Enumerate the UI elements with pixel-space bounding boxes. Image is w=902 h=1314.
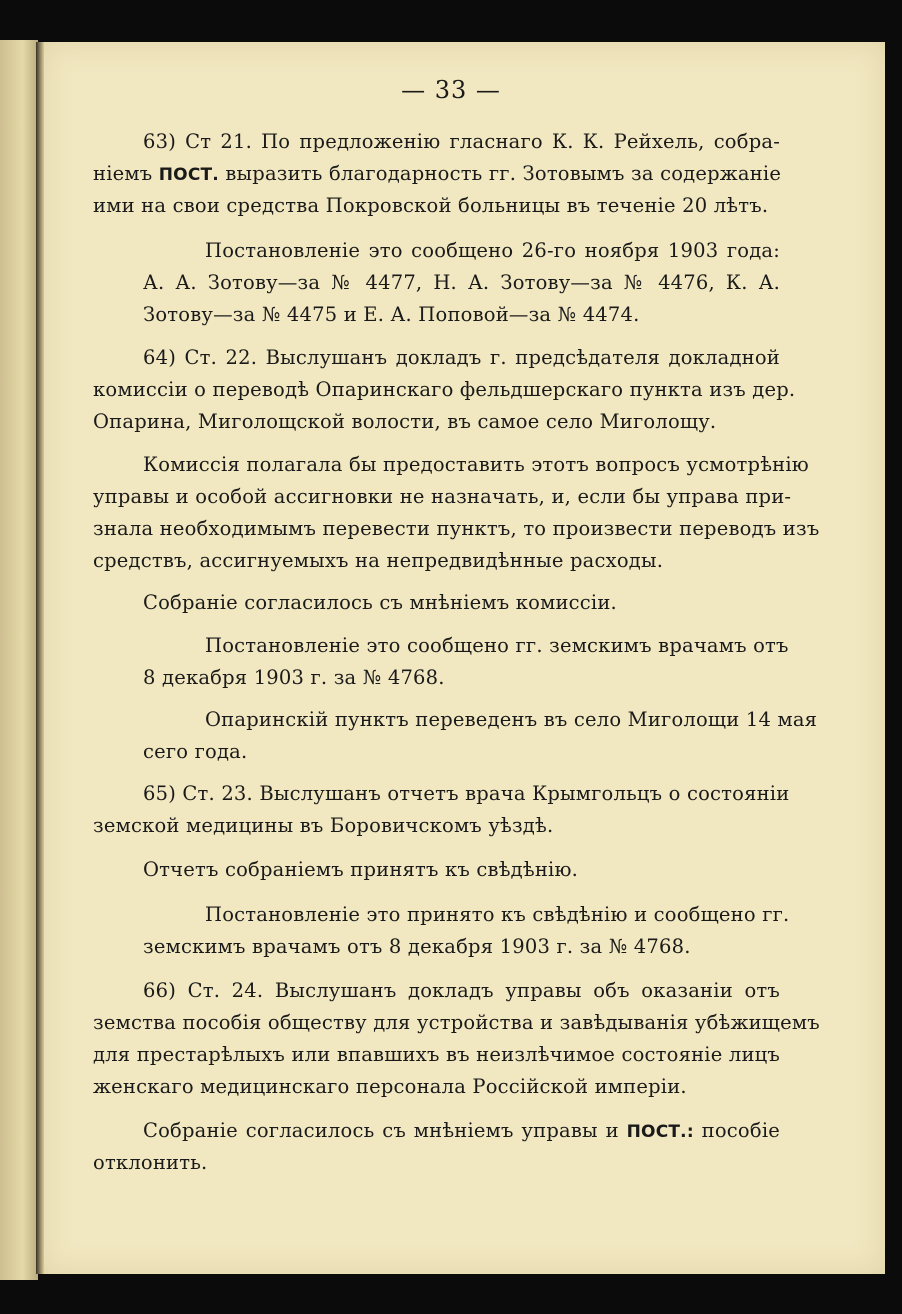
text-line: управы и особой ассигновки не назначать, и, если бы управа при- xyxy=(93,485,792,508)
text-line: женскаго медицинскаго персонала Россійской имперіи. xyxy=(93,1075,687,1098)
text-line: Опаринскій пунктъ переведенъ въ село Миголощи 14 мая xyxy=(205,708,818,731)
text-line: ими на свои средства Покровской больницы въ теченіе 20 лѣтъ. xyxy=(93,194,769,217)
text-line: Постановленіе это принято къ свѣдѣнію и сообщено гг. xyxy=(205,903,790,926)
text-line: средствъ, ассигнуемыхъ на непредвидѣнные расходы. xyxy=(93,549,664,572)
text-line: Отчетъ собраніемъ принятъ къ свѣдѣнію. xyxy=(143,858,579,881)
text-line: земскимъ врачамъ отъ 8 декабря 1903 г. за № 4768. xyxy=(143,935,691,958)
resolution-abbrev: ПОСТ.: xyxy=(626,1122,694,1142)
text-line: комиссіи о переводѣ Опаринскаго фельдшерскаго пункта изъ дер. xyxy=(93,378,796,401)
text-line: Постановленіе это сообщено 26-го ноября 1903 года: xyxy=(205,239,780,262)
text-line: Опарина, Миголощской волости, въ самое село Миголощу. xyxy=(93,410,717,433)
text-line: А. А. Зотову—за № 4477, Н. А. Зотову—за № 4476, К. А. xyxy=(143,271,780,294)
text-line: 65) Ст. 23. Выслушанъ отчетъ врача Крымгольцъ о состояніи xyxy=(143,782,790,805)
text-line: отклонить. xyxy=(93,1151,208,1174)
text-line: 8 декабря 1903 г. за № 4768. xyxy=(143,666,445,689)
text-line: 64) Ст. 22. Выслушанъ докладъ г. предсѣдателя докладной xyxy=(143,346,780,369)
text-line: ніемъ ПОСТ. выразить благодарность гг. Зотовымъ за содержаніе xyxy=(93,162,782,185)
text-line: Постановленіе это сообщено гг. земскимъ врачамъ отъ xyxy=(205,634,789,657)
page-number: — 33 — xyxy=(401,76,501,104)
text-line: знала необходимымъ перевести пунктъ, то произвести переводъ изъ xyxy=(93,517,820,540)
text-line: 63) Ст 21. По предложенію гласнаго К. К. Рейхель, собра- xyxy=(143,130,780,153)
text-line: земской медицины въ Боровичскомъ уѣздѣ. xyxy=(93,814,554,837)
text-line: земства пособія обществу для устройства и завѣдыванія убѣжищемъ xyxy=(93,1011,820,1034)
text-line: для престарѣлыхъ или впавшихъ въ неизлѣчимое состояніе лицъ xyxy=(93,1043,780,1066)
text-line: Зотову—за № 4475 и Е. А. Поповой—за № 4474. xyxy=(143,303,640,326)
resolution-abbrev: ПОСТ. xyxy=(158,165,219,185)
text-line: Собраніе согласилось съ мнѣніемъ комиссіи. xyxy=(143,591,617,614)
text-line: Комиссія полагала бы предоставить этотъ вопросъ усмотрѣнію xyxy=(143,453,809,476)
text-line: Собраніе согласилось съ мнѣніемъ управы и ПОСТ.: пособіе xyxy=(143,1119,780,1142)
text-line: сего года. xyxy=(143,740,248,763)
book-spine-shadow xyxy=(36,42,44,1274)
text-line: 66) Ст. 24. Выслушанъ докладъ управы объ оказаніи отъ xyxy=(143,979,780,1002)
previous-page-edge xyxy=(0,40,38,1280)
